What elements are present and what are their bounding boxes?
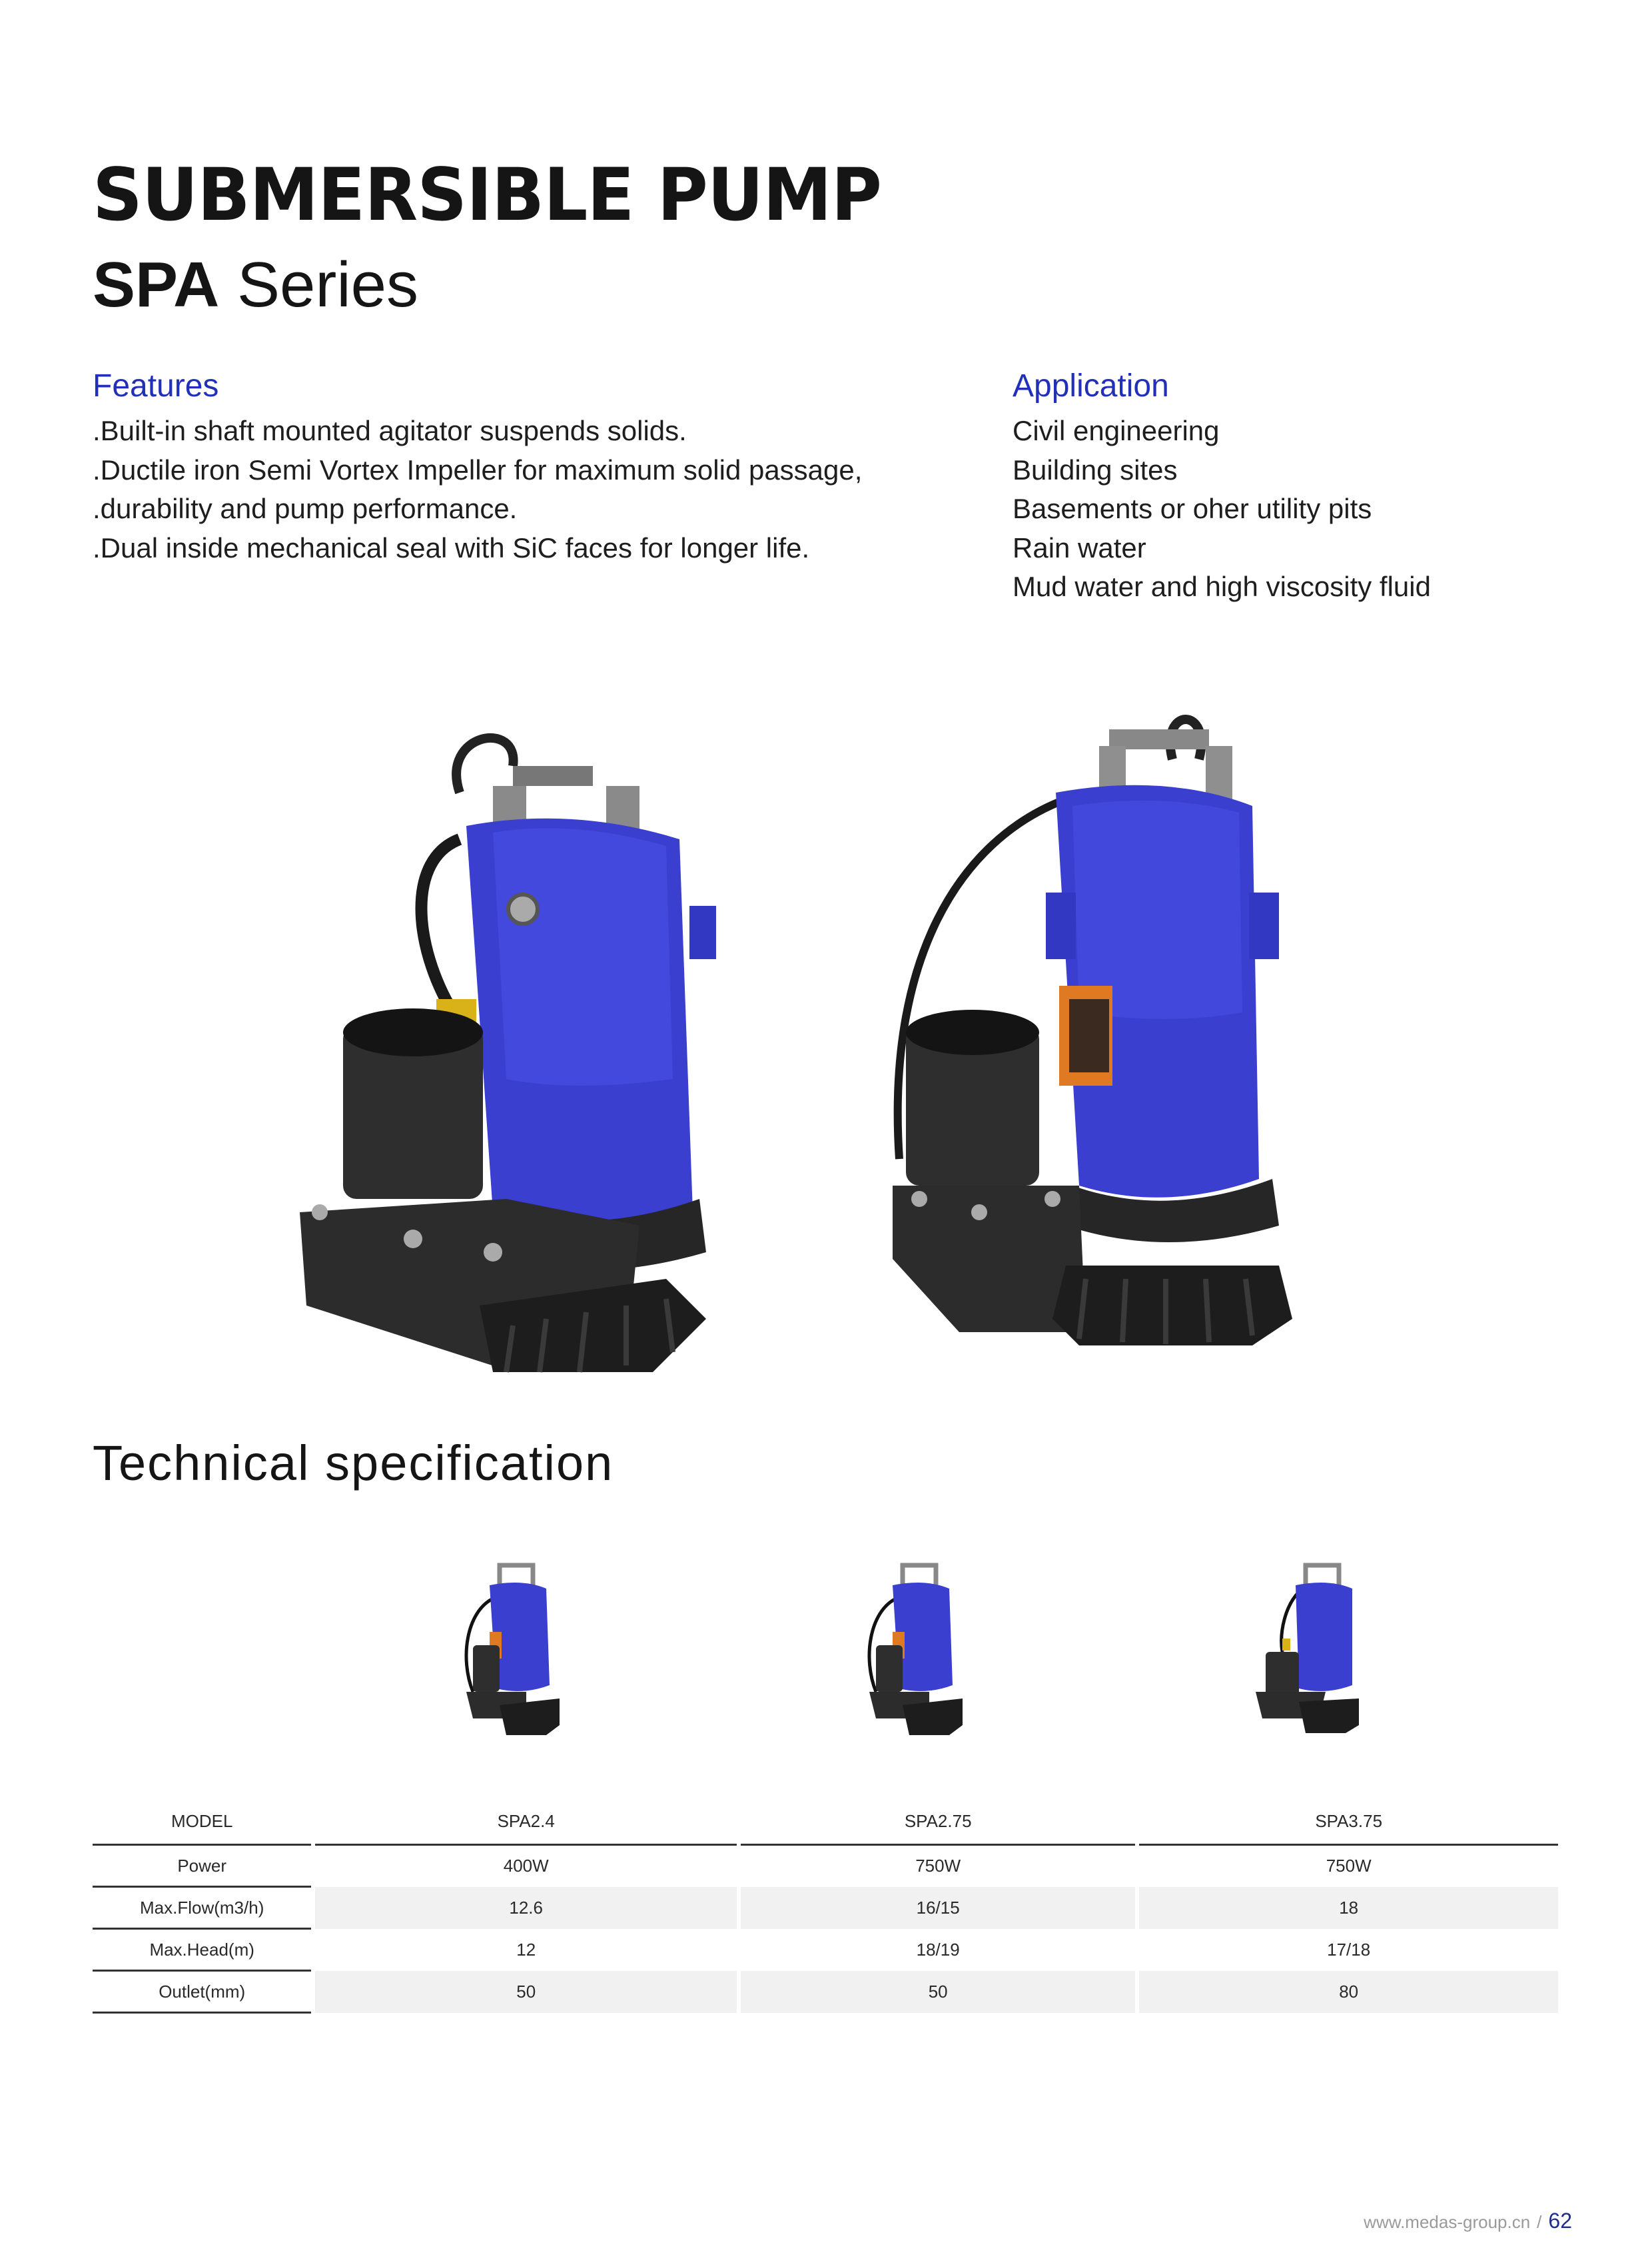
pump-image-large-1 (293, 706, 733, 1379)
feature-item: .Built-in shaft mounted agitator suspends solids. (93, 415, 687, 446)
table-cell: 16/15 (741, 1887, 1135, 1929)
table-cell: 50 (741, 1971, 1135, 2013)
table-row (93, 1929, 1558, 1971)
table-row (93, 1845, 1558, 1887)
row-label: Power (93, 1845, 311, 1887)
header-spa2-75: SPA2.75 (904, 1810, 972, 1831)
feature-item: .durability and pump performance. (93, 493, 518, 524)
subtitle-series-word: Series (219, 249, 419, 320)
header-spa2-4: SPA2.4 (497, 1810, 555, 1831)
table-cell: 50 (315, 1971, 737, 2013)
feature-item: .Dual inside mechanical seal with SiC faces for longer life. (93, 532, 810, 563)
table-cell: 750W (1139, 1845, 1558, 1887)
table-row (93, 1887, 1558, 1929)
application-item: Rain water (1013, 532, 1146, 563)
header-spa3-75: SPA3.75 (1315, 1810, 1383, 1831)
page-footer (1364, 2210, 1572, 2231)
row-label: Outlet(mm) (93, 1971, 311, 2013)
page-number: 62 (1548, 2209, 1572, 2233)
page-title: SUBMERSIBLE PUMP (93, 151, 882, 238)
table-cell: 12.6 (315, 1887, 737, 1929)
feature-item: .Ductile iron Semi Vortex Impeller for maximum solid passage, (93, 454, 863, 486)
row-label: Max.Flow(m3/h) (93, 1887, 311, 1929)
application-item: Building sites (1013, 454, 1178, 486)
footer-separator: / (1537, 2212, 1542, 2232)
table-cell: 400W (315, 1845, 737, 1887)
application-heading: Application (1013, 368, 1169, 404)
table-cell: 80 (1139, 1971, 1558, 2013)
tech-spec-title: Technical specification (93, 1435, 614, 1491)
footer-url: www.medas-group.cn (1364, 2212, 1531, 2232)
application-item: Mud water and high viscosity fluid (1013, 571, 1431, 602)
table-cell: 18 (1139, 1887, 1558, 1929)
features-list (93, 412, 862, 567)
row-label: Max.Head(m) (93, 1929, 311, 1971)
page-subtitle (93, 249, 419, 320)
application-item: Basements or oher utility pits (1013, 493, 1372, 524)
table-cell: 12 (516, 1939, 536, 1960)
subtitle-series-code: SPA (93, 249, 220, 320)
table-cell: 18/19 (916, 1939, 960, 1960)
pump-thumb-spa2-4 (460, 1559, 566, 1738)
table-cell: 17/18 (1327, 1939, 1371, 1960)
features-section (93, 370, 862, 567)
application-section (1013, 370, 1431, 607)
application-list (1013, 412, 1431, 607)
header-model: MODEL (171, 1810, 233, 1831)
pump-thumb-spa2-75 (863, 1559, 969, 1738)
features-heading: Features (93, 368, 219, 404)
table-cell: 750W (741, 1845, 1135, 1887)
spec-header-row (93, 1798, 1558, 1845)
table-row (93, 1971, 1558, 2013)
application-item: Civil engineering (1013, 415, 1220, 446)
pump-image-large-2 (879, 693, 1312, 1352)
spec-table (93, 1798, 1558, 2014)
pump-thumb-spa3-75 (1252, 1559, 1366, 1738)
